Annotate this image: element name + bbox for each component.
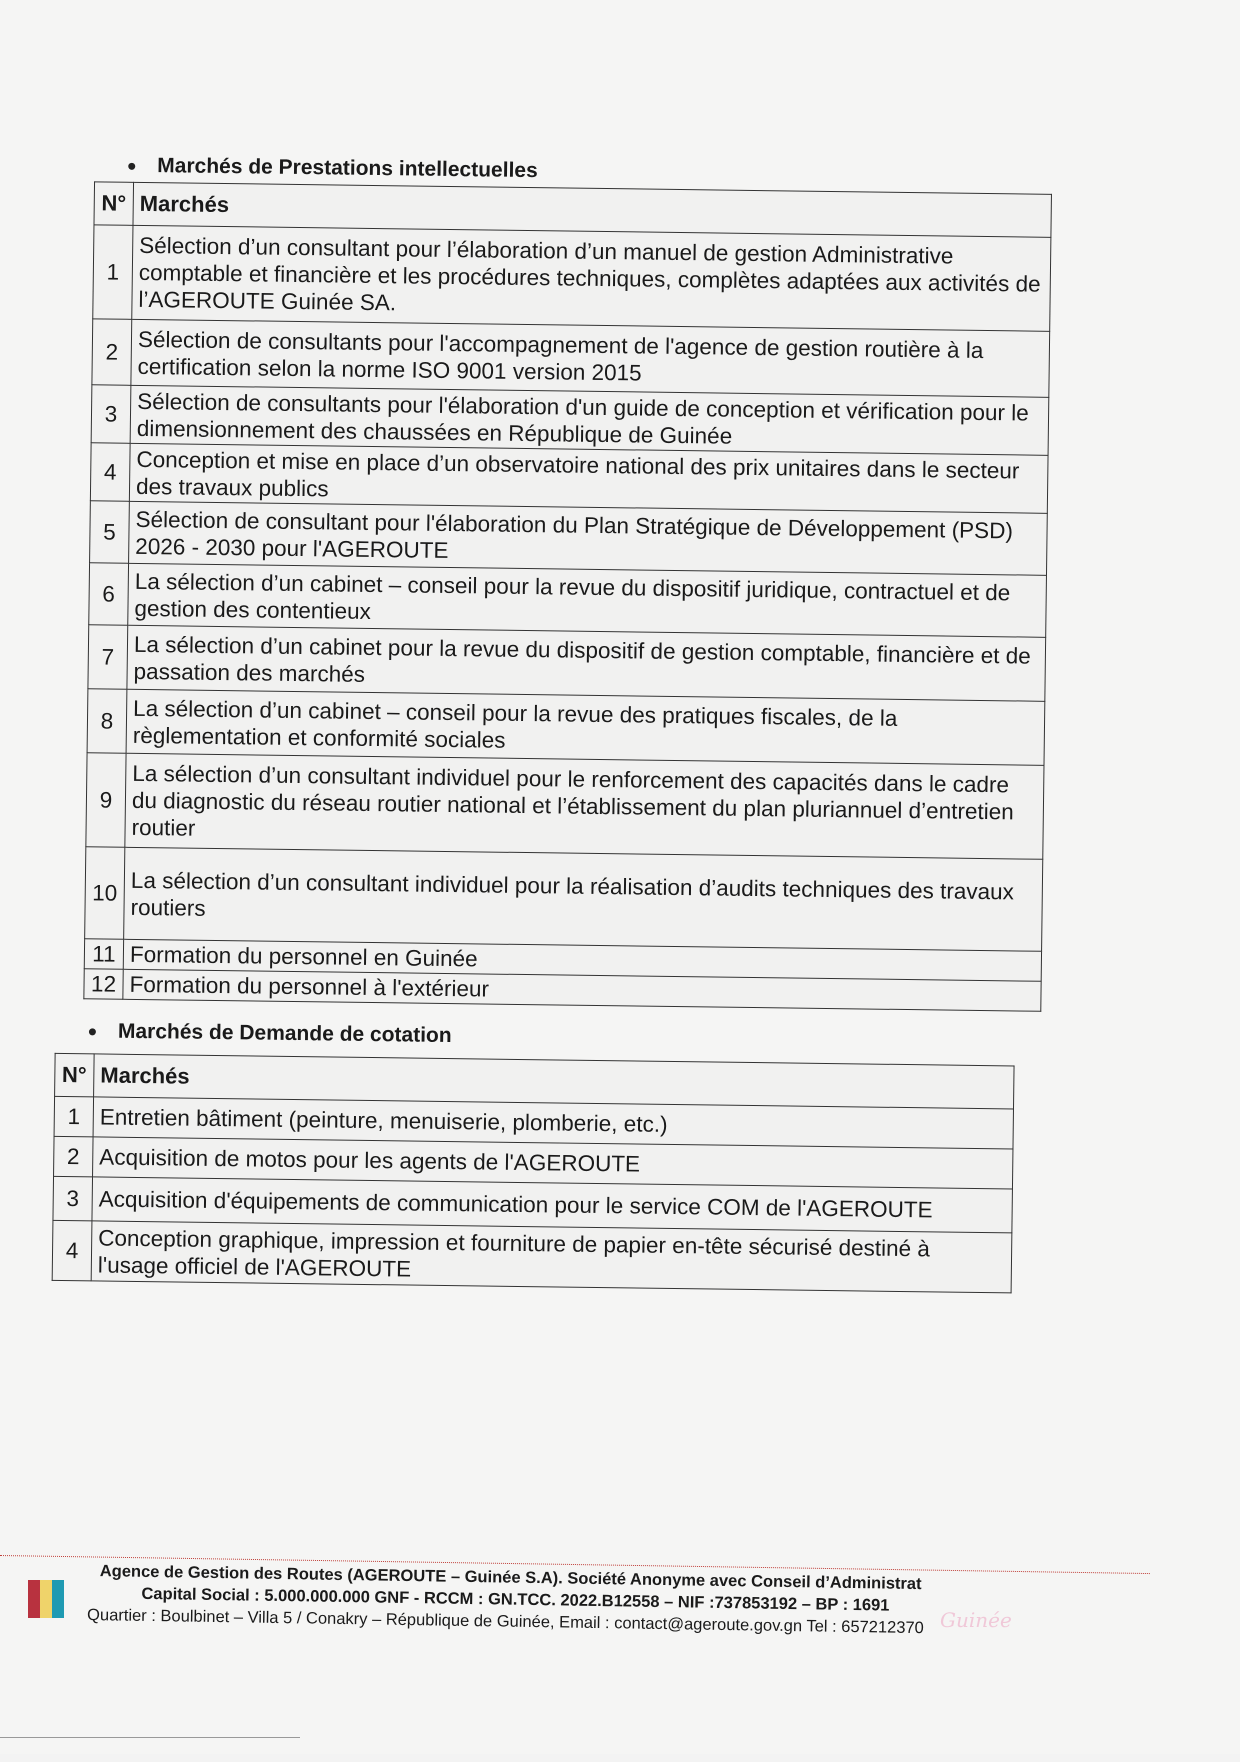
row-number: 8 [87, 689, 127, 754]
header-num: N° [94, 182, 134, 226]
row-number: 1 [93, 225, 133, 320]
guinea-flag-icon [28, 1580, 64, 1618]
row-number: 2 [54, 1136, 94, 1177]
section-title-text: Marchés de Demande de cotation [117, 1019, 452, 1048]
row-description: La sélection d’un cabinet pour la revue du dispositif de gestion comptable, financière et de passation des marchés [127, 625, 1046, 701]
section-title-text: Marchés de Prestations intellectuelles [157, 154, 538, 183]
row-description: Sélection de consultants pour l'élaboration d'un guide de conception et vérification pour le dimensionnement des chaussées en République de Guinée [130, 385, 1049, 455]
table-row [92, 319, 1050, 398]
row-description: Sélection de consultants pour l'accompagnement de l'agence de gestion routière à la certification selon la norme ISO 9001 version 2015 [131, 319, 1050, 397]
row-description: La sélection d’un consultant individuel pour le renforcement des capacités dans le cadre du diagnostic du réseau routier national et l’établissement du plan pluriannuel d’entretien routier [125, 753, 1044, 859]
footer-address: Quartier : Boulbinet – Villa 5 / Conakry – République de Guinée, Email : contact@ageroute.gov.gn Tel : 657212370 [86, 1605, 924, 1638]
row-number: 6 [89, 563, 129, 626]
row-number: 10 [85, 847, 125, 940]
table-row [93, 225, 1051, 332]
table-row [52, 1220, 1012, 1293]
header-marches: Marchés [94, 1054, 1014, 1109]
row-description: Sélection de consultant pour l'élaboration du Plan Stratégique de Développement (PSD) 2026 - 2030 pour l'AGEROUTE [129, 501, 1048, 575]
row-number: 1 [54, 1096, 94, 1137]
bullet-icon [89, 1028, 96, 1035]
row-number: 3 [53, 1176, 93, 1221]
row-description: La sélection d’un cabinet – conseil pour la revue des pratiques fiscales, de la règlementation et conformité sociales [126, 689, 1045, 765]
table-row [86, 753, 1044, 860]
row-number: 5 [90, 501, 130, 564]
row-description: La sélection d’un consultant individuel pour la réalisation d’audits techniques des travaux routiers [124, 847, 1043, 951]
section-title-prestations [128, 154, 538, 183]
flag-stripe-red [28, 1580, 40, 1618]
section-title-cotation [89, 1019, 452, 1048]
row-number: 4 [52, 1220, 92, 1281]
watermark-logo: Guinée [940, 1608, 1012, 1632]
row-number: 12 [84, 969, 123, 1000]
flag-stripe-yellow [40, 1580, 52, 1618]
footer-company: Agence de Gestion des Routes (AGEROUTE – Guinée S.A). Société Anonyme avec Conseil d’Administrat [99, 1562, 922, 1594]
row-description: La sélection d’un cabinet – conseil pour la revue du dispositif juridique, contractuel et de gestion des contentieux [128, 563, 1047, 637]
table-row [85, 847, 1043, 952]
header-marches: Marchés [133, 182, 1051, 237]
row-number: 11 [84, 939, 123, 970]
flag-stripe-teal [52, 1580, 64, 1618]
row-description: Acquisition de motos pour les agents de l'AGEROUTE [93, 1137, 1013, 1189]
row-description: Formation du personnel en Guinée [123, 939, 1041, 981]
row-description: Formation du personnel à l'extérieur [123, 969, 1041, 1011]
row-number: 7 [88, 625, 128, 690]
row-number: 2 [92, 319, 132, 386]
row-description: Sélection d’un consultant pour l’élaboration d’un manuel de gestion Administrative comptable et financière et les procédures techniques, complètes adaptées aux activités de l’AGEROUTE Guinée SA. [132, 225, 1051, 331]
page-edge-line [0, 1737, 300, 1738]
row-description: Conception graphique, impression et fourniture de papier en-tête sécurisé destiné à l'usage officiel de l'AGEROUTE [91, 1221, 1012, 1293]
row-number: 4 [90, 443, 130, 502]
row-number: 3 [91, 385, 131, 444]
header-num: N° [55, 1053, 95, 1097]
row-number: 9 [86, 753, 126, 848]
row-description: Acquisition d'équipements de communication pour le service COM de l'AGEROUTE [92, 1177, 1012, 1233]
footer-capital: Capital Social : 5.000.000.000 GNF - RCCM : GN.TCC. 2022.B12558 – NIF :737853192 – BP : 1691 [141, 1584, 890, 1615]
table-prestations-intellectuelles [83, 181, 1052, 1011]
row-description: Conception et mise en place d’un observatoire national des prix unitaires dans le secteur des travaux publics [129, 443, 1048, 513]
table-demande-cotation [52, 1053, 1015, 1294]
bullet-icon [128, 162, 135, 169]
row-description: Entretien bâtiment (peinture, menuiserie, plomberie, etc.) [93, 1097, 1013, 1149]
